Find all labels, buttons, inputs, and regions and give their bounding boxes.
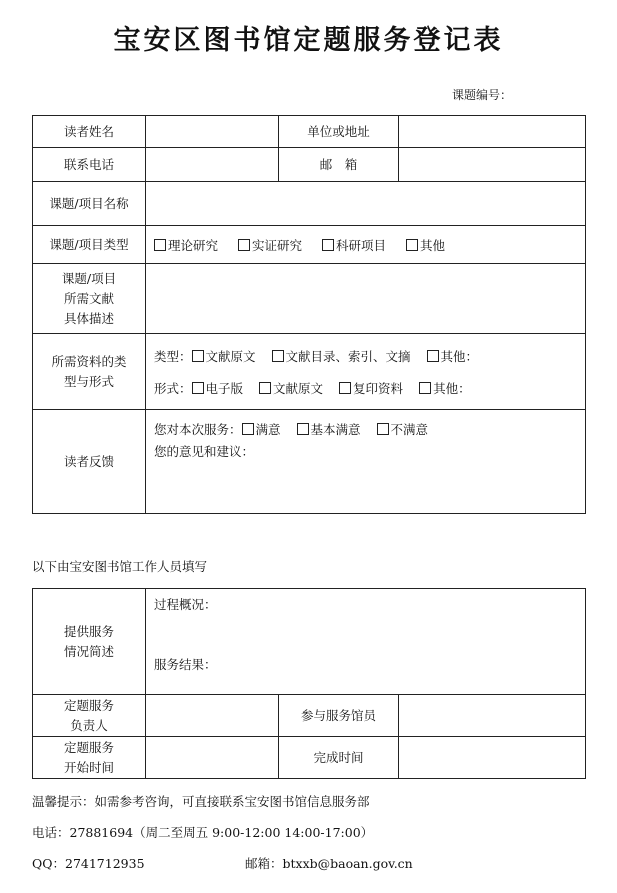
- material-form-option[interactable]: 电子版: [192, 379, 244, 397]
- unit-field[interactable]: [399, 116, 586, 148]
- checkbox-icon[interactable]: [339, 382, 351, 394]
- checkbox-icon[interactable]: [242, 423, 254, 435]
- material-form-row: 形式： 电子版 文献原文 复印资料 其他：: [154, 380, 471, 396]
- checkbox-icon[interactable]: [297, 423, 309, 435]
- material-form-option[interactable]: 复印资料: [339, 379, 403, 397]
- checkbox-icon[interactable]: [154, 239, 166, 251]
- checkbox-icon[interactable]: [406, 239, 418, 251]
- material-type-option[interactable]: 文献目录、索引、文摘: [272, 347, 411, 365]
- checkbox-icon[interactable]: [272, 350, 284, 362]
- topic-type-option[interactable]: 实证研究: [238, 238, 302, 253]
- checkbox-icon[interactable]: [238, 239, 250, 251]
- phone-label: 联系电话: [33, 148, 146, 182]
- material-options: [146, 334, 586, 410]
- topic-type-option[interactable]: 其他: [406, 238, 445, 253]
- owner-field[interactable]: [146, 695, 279, 737]
- checkbox-icon[interactable]: [419, 382, 431, 394]
- checkbox-icon[interactable]: [192, 350, 204, 362]
- topic-type-option[interactable]: 科研项目: [322, 238, 386, 253]
- material-type-option[interactable]: 文献原文: [192, 347, 256, 365]
- checkbox-icon[interactable]: [192, 382, 204, 394]
- checkbox-icon[interactable]: [427, 350, 439, 362]
- feedback-label: 读者反馈: [33, 410, 146, 514]
- complete-time-field[interactable]: [399, 737, 586, 779]
- reader-info-table: [32, 115, 586, 514]
- material-form-option[interactable]: 文献原文: [259, 379, 323, 397]
- footer-tip: 温馨提示：如需参考咨询，可直接联系宝安图书馆信息服务部: [32, 794, 370, 809]
- material-form-option[interactable]: 其他：: [419, 379, 471, 397]
- owner-label: 定题服务 负责人: [33, 695, 146, 737]
- email-field[interactable]: [399, 148, 586, 182]
- service-summary-label: 提供服务 情况简述: [33, 589, 146, 695]
- participant-label: 参与服务馆员: [279, 695, 399, 737]
- material-type-option[interactable]: 其他：: [427, 347, 479, 365]
- staff-section-note: 以下由宝安图书馆工作人员填写: [32, 559, 208, 574]
- feedback-field[interactable]: [146, 410, 586, 514]
- material-type-row: 类型： 文献原文 文献目录、索引、文摘 其他：: [154, 348, 479, 364]
- satisfaction-option[interactable]: 不满意: [377, 420, 429, 438]
- footer-phone: 电话：27881694（周二至周五 9:00-12:00 14:00-17:00）: [32, 825, 374, 840]
- literature-description-label: 课题/项目 所需文献 具体描述: [33, 264, 146, 334]
- topic-name-field[interactable]: [146, 182, 586, 226]
- suggestion-label: 您的意见和建议：: [154, 444, 255, 459]
- unit-label: 单位或地址: [279, 116, 399, 148]
- topic-type-options: [146, 226, 586, 264]
- topic-name-label: 课题/项目名称: [33, 182, 146, 226]
- form-title: 宝安区图书馆定题服务登记表: [113, 25, 504, 56]
- satisfaction-option[interactable]: 基本满意: [297, 420, 361, 438]
- topic-number-label: 课题编号：: [452, 88, 513, 102]
- reader-name-field[interactable]: [146, 116, 279, 148]
- email-label: 邮 箱: [279, 148, 399, 182]
- topic-type-option[interactable]: 理论研究: [154, 238, 218, 253]
- topic-type-label: 课题/项目类型: [33, 226, 146, 264]
- staff-table: [32, 588, 586, 779]
- start-time-label: 定题服务 开始时间: [33, 737, 146, 779]
- satisfaction-row: 您对本次服务： 满意 基本满意 不满意: [154, 422, 429, 437]
- complete-time-label: 完成时间: [279, 737, 399, 779]
- phone-field[interactable]: [146, 148, 279, 182]
- reader-name-label: 读者姓名: [33, 116, 146, 148]
- satisfaction-option[interactable]: 满意: [242, 420, 281, 438]
- start-time-field[interactable]: [146, 737, 279, 779]
- checkbox-icon[interactable]: [377, 423, 389, 435]
- checkbox-icon[interactable]: [259, 382, 271, 394]
- result-label: 服务结果：: [154, 657, 217, 672]
- literature-description-field[interactable]: [146, 264, 586, 334]
- footer-email: 邮箱：btxxb@baoan.gov.cn: [245, 856, 413, 871]
- footer-qq: QQ：2741712935: [32, 856, 145, 871]
- participant-field[interactable]: [399, 695, 586, 737]
- service-summary-field[interactable]: [146, 589, 586, 695]
- checkbox-icon[interactable]: [322, 239, 334, 251]
- process-label: 过程概况：: [154, 597, 217, 612]
- material-type-label: 所需资料的类 型与形式: [33, 334, 146, 410]
